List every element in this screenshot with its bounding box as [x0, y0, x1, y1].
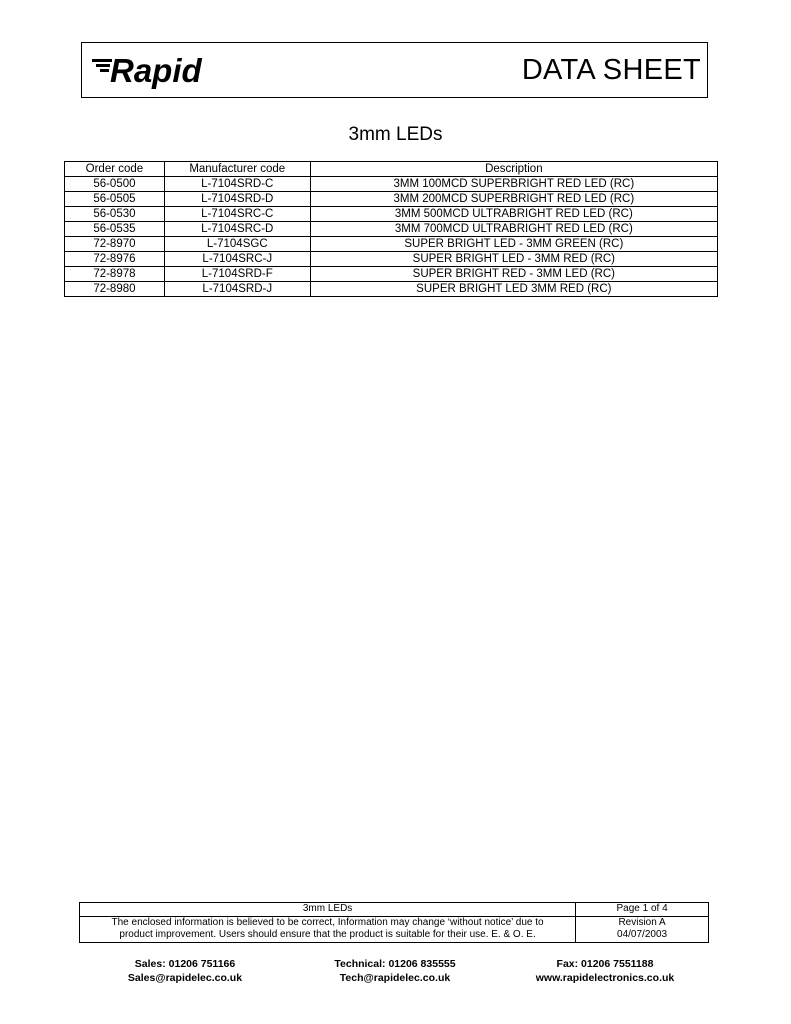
fax-contact	[520, 957, 690, 985]
footer-date: 04/07/2003	[617, 929, 668, 940]
order-code-cell: 56-0500	[65, 177, 165, 192]
technical-contact	[300, 957, 490, 985]
footer-page-number: Page 1 of 4	[576, 903, 709, 917]
description-cell: SUPER BRIGHT RED - 3MM LED (RC)	[310, 267, 717, 282]
table-row	[65, 237, 718, 252]
footer-revision-info	[576, 916, 709, 942]
description-cell: SUPER BRIGHT LED 3MM RED (RC)	[310, 282, 717, 297]
disclaimer-line-2: product improvement. Users should ensure that the product is suitable for their use. E. & O. E.	[119, 929, 536, 940]
header-title: DATA SHEET	[521, 54, 701, 86]
manufacturer-code-cell: L-7104SRC-D	[164, 222, 310, 237]
sales-phone: Sales: 01206 751166	[134, 958, 236, 970]
order-code-cell: 72-8978	[65, 267, 165, 282]
column-header-manufacturer-code: Manufacturer code	[164, 162, 310, 177]
disclaimer-line-1: The enclosed information is believed to be correct, Information may change ‘without notice’ due to	[111, 916, 544, 928]
manufacturer-code-cell: L-7104SRD-J	[164, 282, 310, 297]
footer-title: 3mm LEDs	[80, 903, 576, 917]
table-header-row	[65, 162, 718, 177]
description-cell: SUPER BRIGHT LED - 3MM RED (RC)	[310, 252, 717, 267]
manufacturer-code-cell: L-7104SRC-J	[164, 252, 310, 267]
footer-table	[79, 902, 709, 943]
rapid-logo-icon	[88, 50, 238, 90]
description-cell: 3MM 100MCD SUPERBRIGHT RED LED (RC)	[310, 177, 717, 192]
technical-email[interactable]: Tech@rapidelec.co.uk	[339, 972, 451, 984]
table-row	[65, 282, 718, 297]
table-row	[65, 252, 718, 267]
table-row	[65, 267, 718, 282]
manufacturer-code-cell: L-7104SRD-C	[164, 177, 310, 192]
description-cell: 3MM 200MCD SUPERBRIGHT RED LED (RC)	[310, 192, 717, 207]
footer-disclaimer	[80, 916, 576, 942]
order-code-cell: 72-8980	[65, 282, 165, 297]
description-cell: 3MM 500MCD ULTRABRIGHT RED LED (RC)	[310, 207, 717, 222]
sales-email[interactable]: Sales@rapidelec.co.uk	[127, 972, 243, 984]
order-code-cell: 72-8976	[65, 252, 165, 267]
order-code-cell: 56-0530	[65, 207, 165, 222]
sales-contact	[100, 957, 270, 985]
table-row	[65, 222, 718, 237]
technical-phone: Technical: 01206 835555	[334, 958, 456, 970]
logo-text: Rapid	[110, 52, 202, 89]
description-cell: 3MM 700MCD ULTRABRIGHT RED LED (RC)	[310, 222, 717, 237]
manufacturer-code-cell: L-7104SRD-F	[164, 267, 310, 282]
description-cell: SUPER BRIGHT LED - 3MM GREEN (RC)	[310, 237, 717, 252]
header-box	[81, 42, 708, 98]
manufacturer-code-cell: L-7104SGC	[164, 237, 310, 252]
column-header-description: Description	[310, 162, 717, 177]
table-row	[65, 192, 718, 207]
manufacturer-code-cell: L-7104SRC-C	[164, 207, 310, 222]
parts-table	[64, 161, 718, 297]
website-link[interactable]: www.rapidelectronics.co.uk	[535, 972, 675, 984]
order-code-cell: 56-0535	[65, 222, 165, 237]
order-code-cell: 56-0505	[65, 192, 165, 207]
column-header-order-code: Order code	[65, 162, 165, 177]
fax-number: Fax: 01206 7551188	[556, 958, 654, 970]
footer-revision: Revision A	[618, 916, 666, 928]
rapid-logo	[88, 50, 238, 90]
table-row	[65, 177, 718, 192]
document-title: 3mm LEDs	[348, 124, 443, 145]
manufacturer-code-cell: L-7104SRD-D	[164, 192, 310, 207]
order-code-cell: 72-8970	[65, 237, 165, 252]
table-row	[65, 207, 718, 222]
